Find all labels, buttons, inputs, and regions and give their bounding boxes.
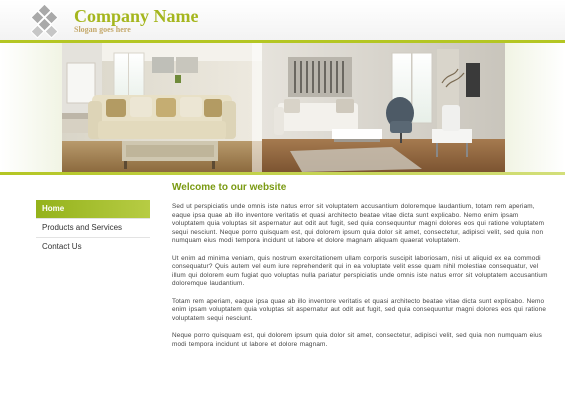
page-title: Welcome to our website xyxy=(172,182,287,193)
body-paragraph: Totam rem aperiam, eaque ipsa quae ab illo inventore veritatis et quasi architecto beatae vitae dicta sunt explicabo. Nemo enim ipsam voluptatem quia voluptas sit aspernatur aut odit aut fugit, sed quia consequuntur magni dolores eos qui ratione voluptatem sequi nesciunt. xyxy=(172,297,547,322)
site-header xyxy=(0,0,565,40)
company-name[interactable]: Company Name xyxy=(74,6,199,26)
banner-fade-right xyxy=(505,43,565,172)
sidebar-nav xyxy=(36,200,150,256)
body-paragraph: Neque porro quisquam est, qui dolorem ipsum quia dolor sit amet, consectetur, adipisci velit, sed quia non numquam eius modi tempora incidunt ut labore et dolore magnam. xyxy=(172,331,542,348)
hero-banner xyxy=(0,43,565,172)
body-paragraph: Ut enim ad minima veniam, quis nostrum exercitationem ullam corporis suscipit laboriosam, nisi ut aliquid ex ea commodi consequatur? Quis autem vel eum iure reprehenderit qui in ea voluptate velit esse quam nihil molestiae consequatur, vel illum qui dolorem eum fugiat quo voluptas nulla pariatur perspiciatis unde omnis iste natus error sit voluptatem accusantium doloremque laudantium. xyxy=(172,254,548,288)
banner-divider xyxy=(0,172,565,175)
nav-item-home[interactable]: Home xyxy=(36,200,150,218)
diamond-grid-logo-icon xyxy=(28,5,62,39)
nav-item-contact-us[interactable]: Contact Us xyxy=(42,242,82,251)
main-content xyxy=(172,181,548,358)
living-room-photo xyxy=(62,43,505,172)
banner-fade-left xyxy=(0,43,62,172)
slogan: Slogan goes here xyxy=(74,25,131,34)
nav-item-products-and-services[interactable]: Products and Services xyxy=(42,223,123,232)
body-paragraph: Sed ut perspiciatis unde omnis iste natus error sit voluptatem accusantium doloremque laudantium, totam rem aperiam, eaque ipsa quae ab illo inventore veritatis et quasi architecto beatae vitae dicta sunt explicabo. Nemo enim ipsam voluptatem quia voluptas sit aspernatur aut odit aut fugit, sed quia consequuntur magni dolores eos qui ratione voluptatem sequi nesciunt. Neque porro quisquam est, qui dolorem ipsum quia dolor sit amet, consectetur, adipisci velit, sed quia non numquam eius modi tempora incidunt ut labore et dolore magnam aliquam quaerat voluptatem. xyxy=(172,203,545,245)
